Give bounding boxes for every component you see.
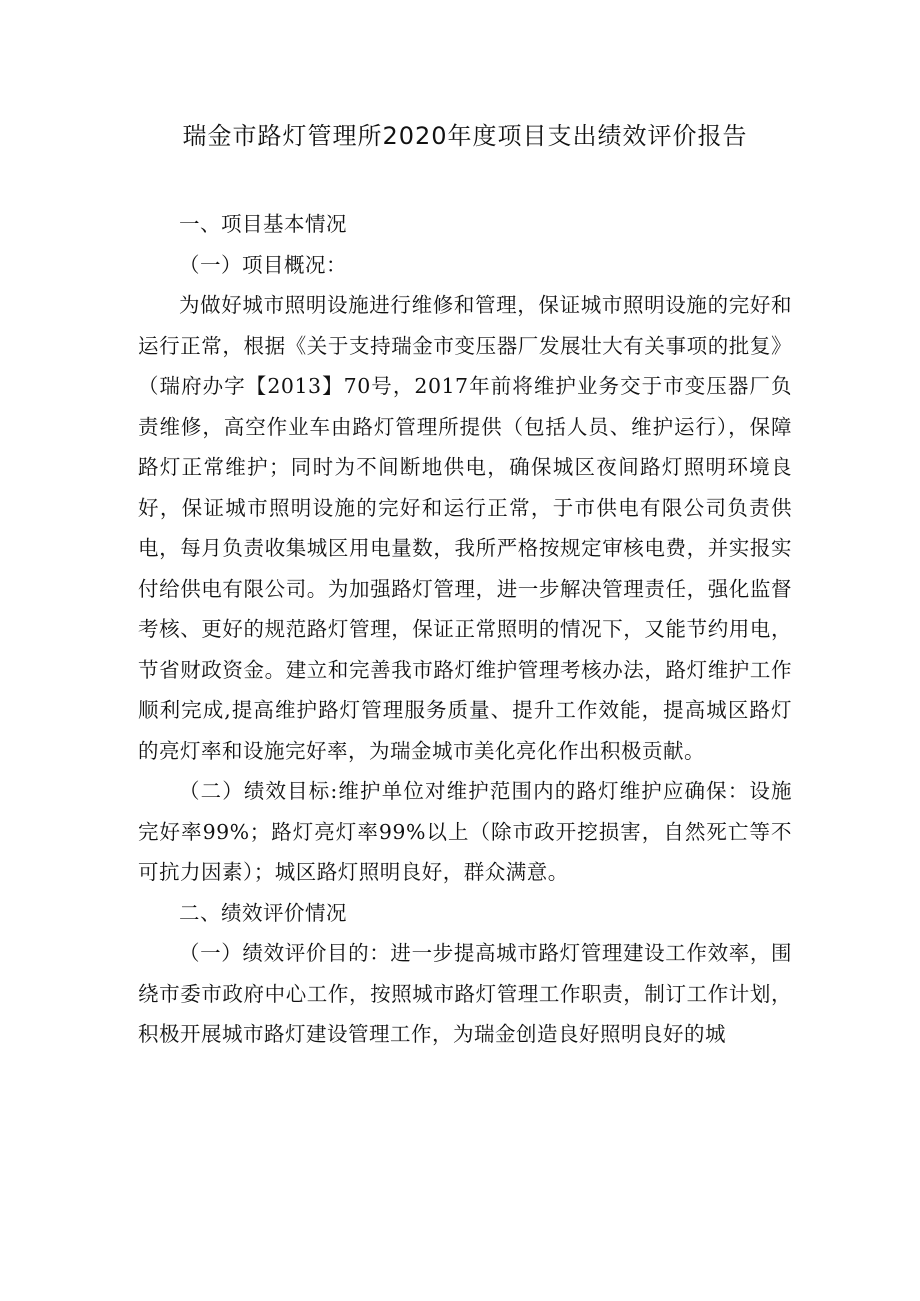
document-body <box>138 204 792 1055</box>
evaluation-purpose-paragraph: （一）绩效评价目的：进一步提高城市路灯管理建设工作效率，围绕市委市政府中心工作，按照城市路灯管理工作职责，制订工作计划，积极开展城市路灯建设管理工作，为瑞金创造良好照明良好的城 <box>138 941 792 1046</box>
subsection-heading-overview: （一）项目概况： <box>179 252 347 277</box>
document-title: 瑞金市路灯管理所2020年度项目支出绩效评价报告 <box>182 122 748 150</box>
section-heading-evaluation: 二、绩效评价情况 <box>179 900 347 925</box>
performance-goal-paragraph: （二）绩效目标:维护单位对维护范围内的路灯维护应确保：设施完好率99%；路灯亮灯率99%以上（除市政开挖损害，自然死亡等不可抗力因素）；城区路灯照明良好，群众满意。 <box>138 779 792 884</box>
section-heading-basic-info: 一、项目基本情况 <box>179 212 347 236</box>
overview-paragraph: 为做好城市照明设施进行维修和管理，保证城市照明设施的完好和运行正常，根据《关于支持瑞金市变压器厂发展壮大有关事项的批复》（瑞府办字【2013】70号，2017年前将维护业务交于市变压器厂负责维修，高空作业车由路灯管理所提供（包括人员、维护运行），保障路灯正常维护；同时为不间断地供电，确保城区夜间路灯照明环境良好，保证城市照明设施的完好和运行正常，于市供电有限公司负责供电，每月负责收集城区用电量数，我所严格按规定审核电费，并实报实付给供电有限公司。为加强路灯管理，进一步解决管理责任，强化监督考核、更好的规范路灯管理，保证正常照明的情况下，又能节约用电，节省财政资金。建立和完善我市路灯维护管理考核办法，路灯维护工作顺利完成,提高维护路灯管理服务质量、提升工作效能，提高城区路灯的亮灯率和设施完好率，为瑞金城市美化亮化作出积极贡献。 <box>138 293 792 763</box>
